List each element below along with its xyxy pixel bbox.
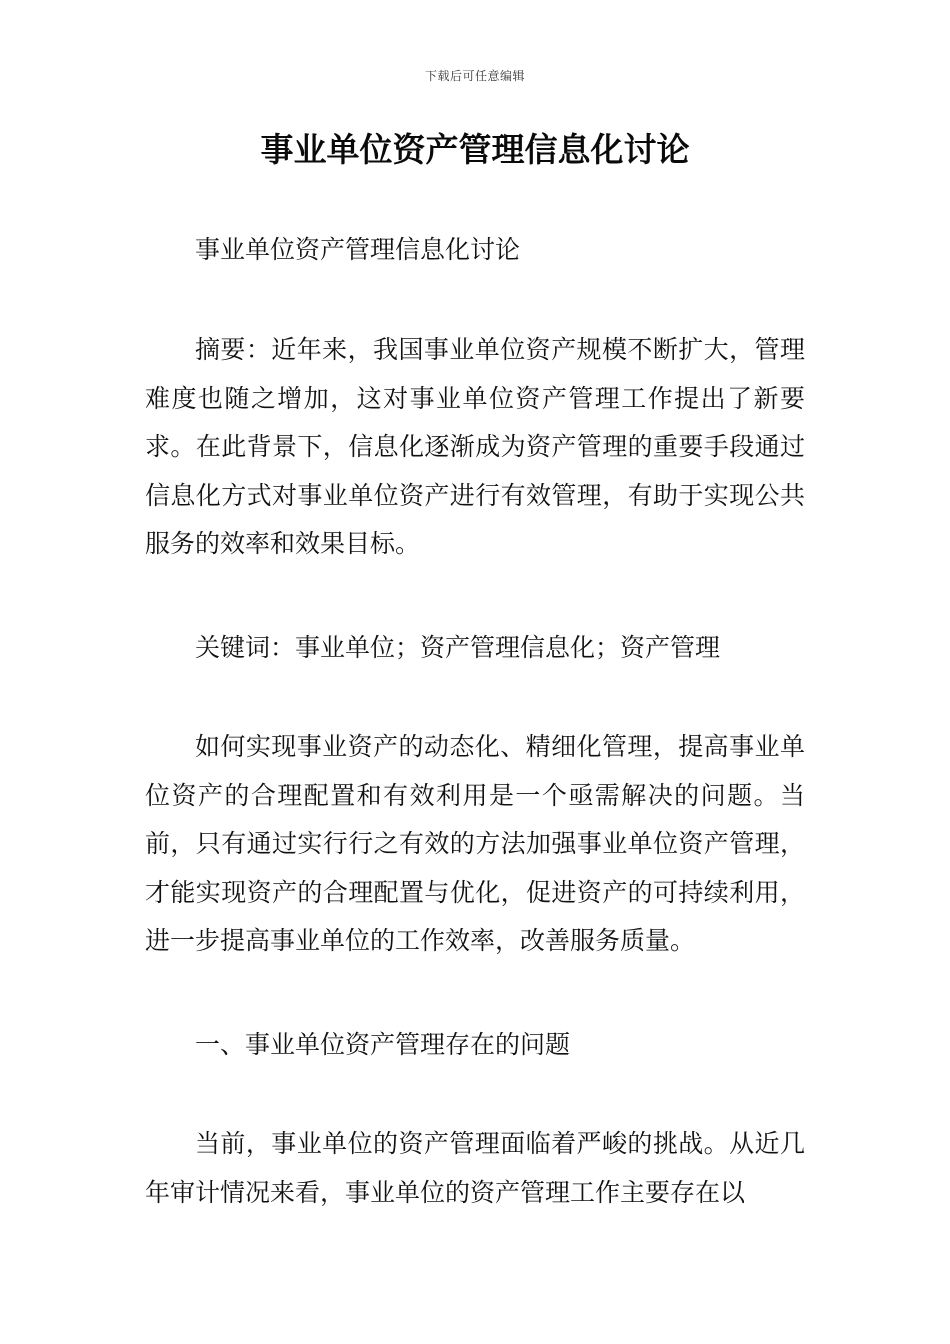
body-paragraph: 当前，事业单位的资产管理面临着严峻的挑战。从近几年审计情况来看，事业单位的资产管理工作主要存在以 bbox=[145, 1129, 805, 1207]
page-title: 事业单位资产管理信息化讨论 bbox=[260, 130, 690, 169]
abstract-paragraph: 摘要：近年来，我国事业单位资产规模不断扩大，管理难度也随之增加，这对事业单位资产管理工作提出了新要求。在此背景下，信息化逐渐成为资产管理的重要手段通过信息化方式对事业单位资产进行有效管理，有助于实现公共服务的效率和效果目标。 bbox=[145, 335, 805, 558]
subtitle-paragraph: 事业单位资产管理信息化讨论 bbox=[195, 235, 521, 264]
intro-paragraph: 如何实现事业资产的动态化、精细化管理，提高事业单位资产的合理配置和有效利用是一个亟需解决的问题。当前，只有通过实行行之有效的方法加强事业单位资产管理，才能实现资产的合理配置与优化，促进资产的可持续利用，进一步提高事业单位的工作效率，改善服务质量。 bbox=[145, 732, 805, 955]
keywords-paragraph: 关键词：事业单位；资产管理信息化；资产管理 bbox=[195, 633, 721, 662]
header-note: 下载后可任意编辑 bbox=[424, 69, 525, 83]
section-heading: 一、事业单位资产管理存在的问题 bbox=[195, 1030, 571, 1059]
